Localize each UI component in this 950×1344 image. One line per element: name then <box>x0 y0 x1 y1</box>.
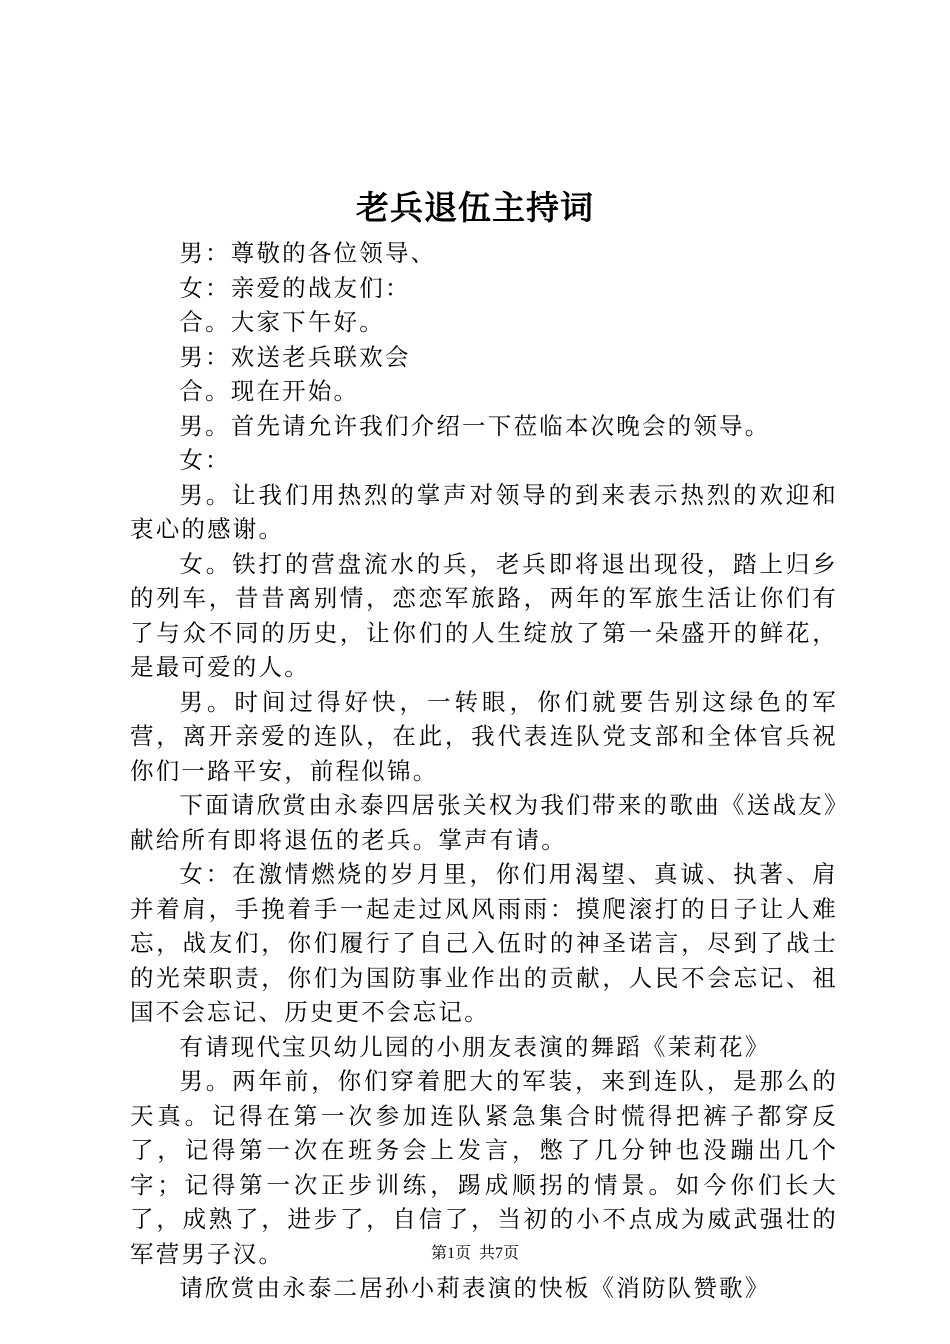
paragraph: 女： <box>179 446 231 474</box>
paragraph: 男：尊敬的各位领导、 <box>179 239 437 267</box>
paragraph: 女：亲爱的战友们： <box>179 273 411 302</box>
paragraph: 男。两年前，你们穿着肥大的军装，来到连队，是那么的天真。记得在第一次参加连队紧急集合时慌得把裤子都穿反了，记得第一次在班务会上发言，憋了几分钟也没蹦出几个字；记得第一次正步训练，踢成顺拐的情景。如今你们长大了，成熟了，进步了，自信了，当初的小不点成为威武强壮的军营男子汉。 <box>130 1067 838 1268</box>
paragraph: 有请现代宝贝幼儿园的小朋友表演的舞蹈《茉莉花》 <box>179 1032 771 1061</box>
paragraph: 男。时间过得好快，一转眼，你们就要告别这绿色的军营，离开亲爱的连队，在此，我代表连队党支部和全体官兵祝你们一路平安，前程似锦。 <box>130 687 838 785</box>
document-body <box>130 236 838 1306</box>
paragraph: 男。让我们用热烈的掌声对领导的到来表示热烈的欢迎和衷心的感谢。 <box>130 480 838 543</box>
paragraph: 合。现在开始。 <box>179 377 360 405</box>
document-title: 老兵退伍主持词 <box>356 188 594 227</box>
paragraph: 女：在激情燃烧的岁月里，你们用渴望、真诚、执著、肩并着肩，手挽着手一起走过风风雨雨：摸爬滚打的日子让人难忘，战友们，你们履行了自己入伍时的神圣诺言，尽到了战士的光荣职责，你们为国防事业作出的贡献，人民不会忘记、祖国不会忘记、历史更不会忘记。 <box>130 860 838 1026</box>
paragraph: 女。铁打的营盘流水的兵，老兵即将退出现役，踏上归乡的列车，昔昔离别情，恋恋军旅路，两年的军旅生活让你们有了与众不同的历史，让你们的人生绽放了第一朵盛开的鲜花，是最可爱的人。 <box>130 549 838 681</box>
paragraph: 男：欢送老兵联欢会 <box>179 342 411 371</box>
paragraph: 请欣赏由永泰二居孙小莉表演的快板《消防队赞歌》 <box>179 1274 771 1302</box>
paragraph: 下面请欣赏由永泰四居张关权为我们带来的歌曲《送战友》献给所有即将退伍的老兵。掌声有请。 <box>130 791 838 854</box>
page-number: 第1页 共7页 <box>430 1245 519 1262</box>
paragraph: 男。首先请允许我们介绍一下莅临本次晚会的领导。 <box>179 411 771 440</box>
paragraph: 合。大家下午好。 <box>179 308 385 336</box>
